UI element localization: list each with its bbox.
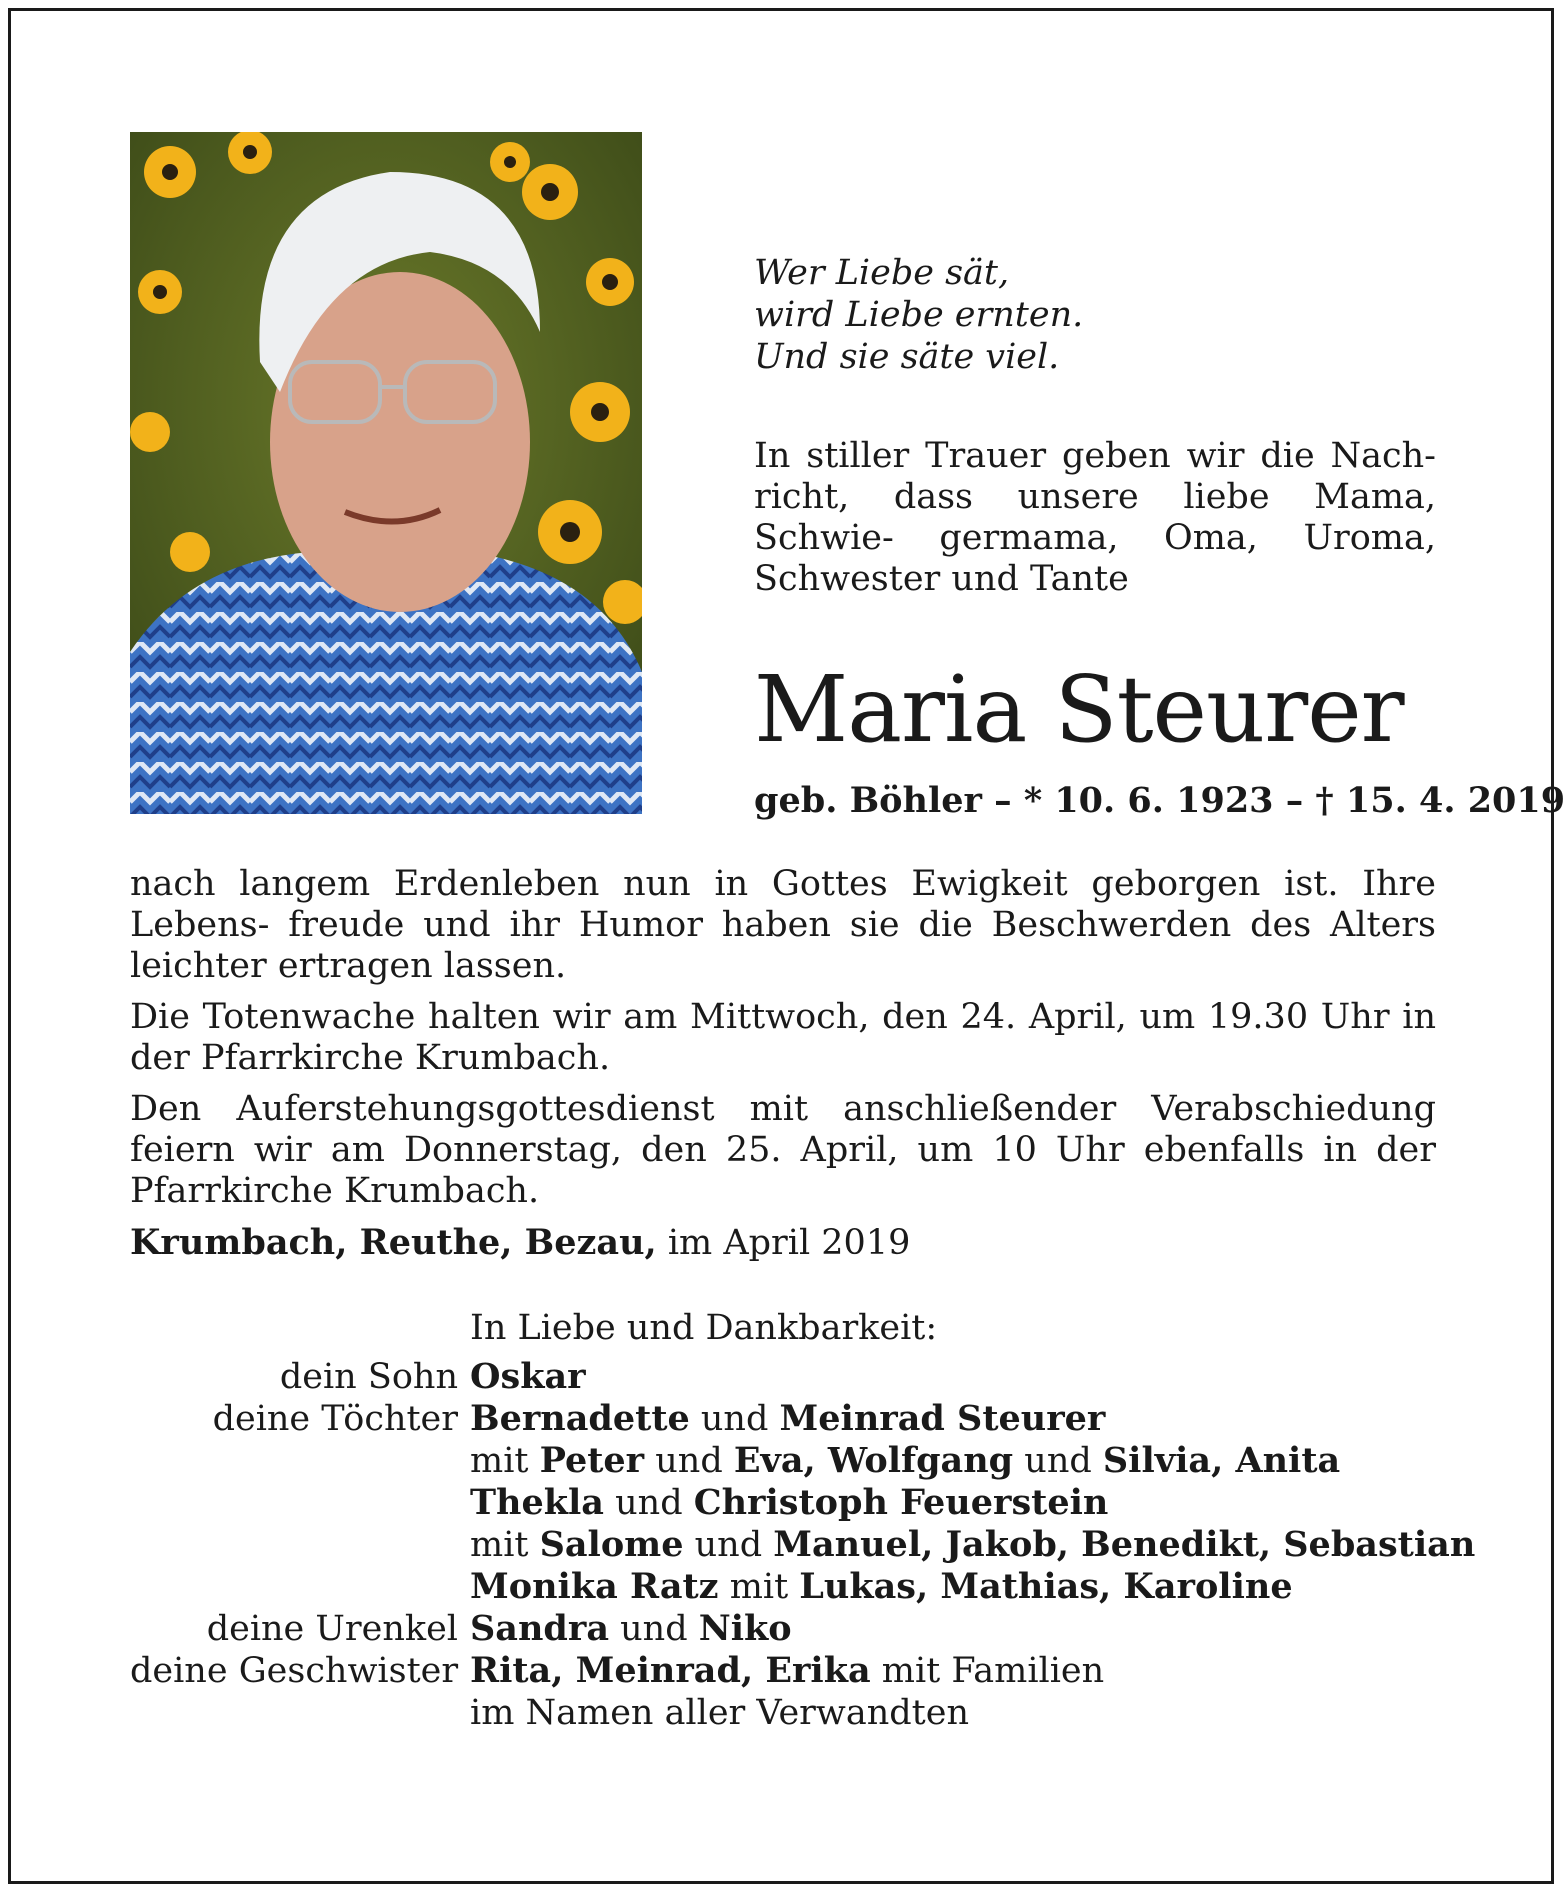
family-name: Monika Ratz [470, 1566, 719, 1607]
relation-label-empty [130, 1692, 470, 1734]
family-row [130, 1650, 1460, 1692]
deceased-name: Maria Steurer [754, 656, 1404, 763]
connector-text: mit [470, 1525, 540, 1565]
connector-text: mit Familien [870, 1651, 1105, 1691]
relation-label-empty [130, 1524, 470, 1566]
intro-text: In stiller Trauer geben wir die Nach- richt, dass unsere liebe Mama, Schwie- germama, Oma, Uroma, Schwester und Tante [754, 436, 1436, 599]
family-name: Sandra [470, 1608, 609, 1649]
motto-quote [754, 252, 1083, 378]
connector-text: und [609, 1609, 699, 1649]
place-date: im April 2019 [656, 1223, 911, 1263]
place-names: Krumbach, Reuthe, Bezau, [130, 1222, 657, 1263]
family-list [130, 1356, 1476, 1734]
family-row [130, 1482, 1460, 1524]
place-date-line [130, 1222, 910, 1263]
family-row [130, 1692, 1460, 1734]
family-name: Silvia, Anita [1102, 1440, 1341, 1481]
connector-text: mit [470, 1441, 540, 1481]
body-paragraph-1: nach langem Erdenleben nun in Gottes Ewigkeit geborgen ist. Ihre Lebens- freude und ihr Humor haben sie die Beschwerden des Alters leichter ertragen lassen. [130, 864, 1436, 986]
motto-line-3: Und sie säte viel. [754, 337, 1060, 377]
family-name: Eva, Wolfgang [733, 1440, 1014, 1481]
portrait-image [130, 132, 642, 814]
connector-text: und [603, 1483, 694, 1523]
relation-label-empty [130, 1482, 470, 1524]
portrait-photo [130, 132, 642, 814]
connector-text: und [683, 1525, 774, 1565]
connector-text: und [644, 1441, 734, 1481]
family-row [130, 1524, 1476, 1566]
family-row [130, 1356, 1460, 1398]
relation-label-empty [130, 1566, 470, 1608]
family-row [130, 1608, 1460, 1650]
family-name: Christoph Feuerstein [693, 1482, 1109, 1523]
family-name: Peter [539, 1440, 645, 1481]
family-name: Salome [539, 1524, 684, 1565]
family-name: Meinrad Steurer [779, 1398, 1106, 1439]
closing-text: im Namen aller Verwandten [470, 1693, 969, 1733]
connector-text: und [1013, 1441, 1103, 1481]
birth-death-dates: geb. Böhler – * 10. 6. 1923 – † 15. 4. 2019 [754, 780, 1566, 821]
family-name: Thekla [470, 1482, 604, 1523]
connector-text: mit [718, 1567, 800, 1607]
relation-label-empty [130, 1440, 470, 1482]
motto-line-2: wird Liebe ernten. [754, 295, 1084, 335]
motto-line-1: Wer Liebe sät, [754, 253, 1010, 293]
body-paragraph-3: Den Auferstehungsgottesdienst mit anschließender Verabschiedung feiern wir am Donnerstag, den 25. April, um 10 Uhr ebenfalls in der Pfarrkirche Krumbach. [130, 1089, 1436, 1211]
relation-label: deine Geschwister [130, 1651, 459, 1691]
body-text [130, 864, 1436, 1222]
relation-label: dein Sohn [279, 1357, 458, 1397]
family-name: Niko [698, 1608, 792, 1649]
thanks-line: In Liebe und Dankbarkeit: [470, 1308, 938, 1348]
relation-label: deine Urenkel [206, 1609, 458, 1649]
family-name: Bernadette [470, 1398, 690, 1439]
family-name: Lukas, Mathias, Karoline [799, 1566, 1293, 1607]
family-name: Rita, Meinrad, Erika [470, 1650, 871, 1691]
connector-text: und [689, 1399, 780, 1439]
family-name: Oskar [470, 1356, 586, 1397]
family-name: Manuel, Jakob, Benedikt, Sebastian [773, 1524, 1476, 1565]
family-row [130, 1440, 1460, 1482]
family-row [130, 1398, 1460, 1440]
family-row [130, 1566, 1460, 1608]
body-paragraph-2: Die Totenwache halten wir am Mittwoch, den 24. April, um 19.30 Uhr in der Pfarrkirche Krumbach. [130, 997, 1436, 1078]
relation-label: deine Töchter [212, 1399, 458, 1439]
